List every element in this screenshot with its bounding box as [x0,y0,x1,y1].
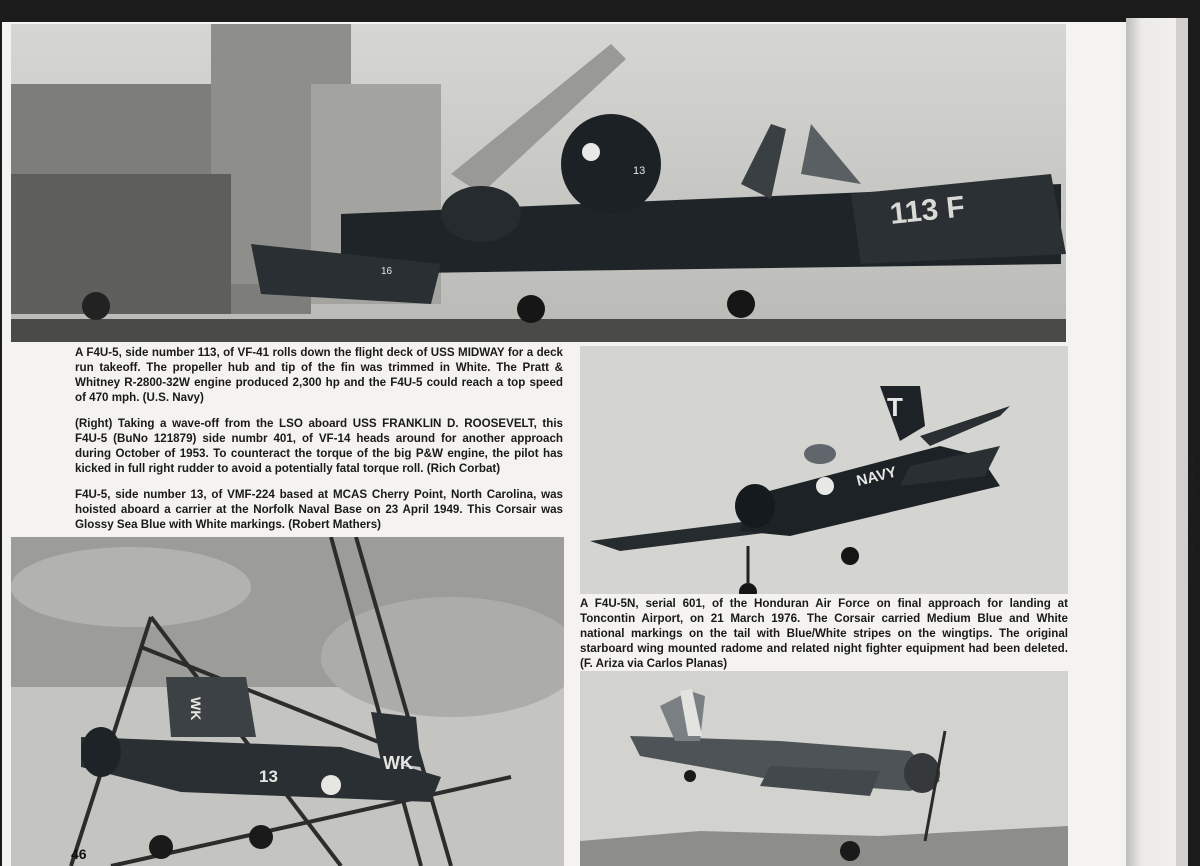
photo-honduran-corsair [580,671,1068,866]
caption-wave-off: (Right) Taking a wave-off from the LSO aboard USS FRANKLIN D. ROOSEVELT, this F4U-5 (BuNo 121879) side numbr 401, of VF-14 heads around for another approach during October of 1953. To counteract the torque of the big P&W engine, the pilot has kicked in full right rudder to avoid a potentially fatal torque roll. (Rich Corbat) [75,417,563,475]
photo-navy-corsair [580,346,1068,594]
facing-text-fragment: a [1188,542,1194,553]
facing-text-fragment: a [1188,500,1194,511]
page-gutter [1176,18,1188,866]
caption-honduran: A F4U-5N, serial 601, of the Honduran Air Force on final approach for landing at Toncontin Airport, on 21 March 1976. The Corsair carried Medium Blue and White national markings on the tail with Blue/White stripes on the wingtips. The original starboard wing mounted radome and related night fighter equipment had been deleted. (F. Ariza via Carlos Planas) [580,597,1068,670]
navy-fuselage-marking: NAVY [854,463,899,490]
facing-text-fragment: N [1188,485,1196,496]
hoist-wing-marking: WK [188,697,204,721]
facing-page-edge [1126,18,1196,866]
hoist-fuselage-marking: 13 [259,767,278,786]
hoist-tail-marking: WK [383,753,413,773]
caption-hoist: F4U-5, side number 13, of VMF-224 based at MCAS Cherry Point, North Carolina, was hoisted aboard a carrier at the Norfolk Naval Base on 23 April 1949. This Corsair was Glossy Sea Blue with White markings. (Robert Mathers) [75,488,563,531]
deck-cowl-marking: 13 [633,165,646,177]
facing-text-fragment: T [1188,527,1195,538]
deck-tail-marking: 113 F [888,190,967,231]
photo-hoisted-corsair [11,537,564,866]
facing-text-fragment: ir [1188,557,1194,568]
book-page [2,22,1126,866]
page-number: 46 [71,846,87,862]
deck-wing-marking: 16 [381,266,393,277]
navy-tail-marking: T [887,392,903,422]
photo-carrier-deck [11,24,1066,342]
facing-text-fragment: d [1188,572,1194,583]
caption-carrier-deck: A F4U-5, side number 113, of VF-41 rolls down the flight deck of USS MIDWAY for a deck run takeoff. The propeller hub and tip of the fin was trimmed in White. The Pratt & Whitney R-2800-32W engine produced 2,300 hp and the F4U-5 could reach a top speed of 470 mph. (U.S. Navy) [75,346,563,404]
facing-text-fragment: A [1188,455,1195,466]
facing-text-fragment: o [1188,470,1194,481]
